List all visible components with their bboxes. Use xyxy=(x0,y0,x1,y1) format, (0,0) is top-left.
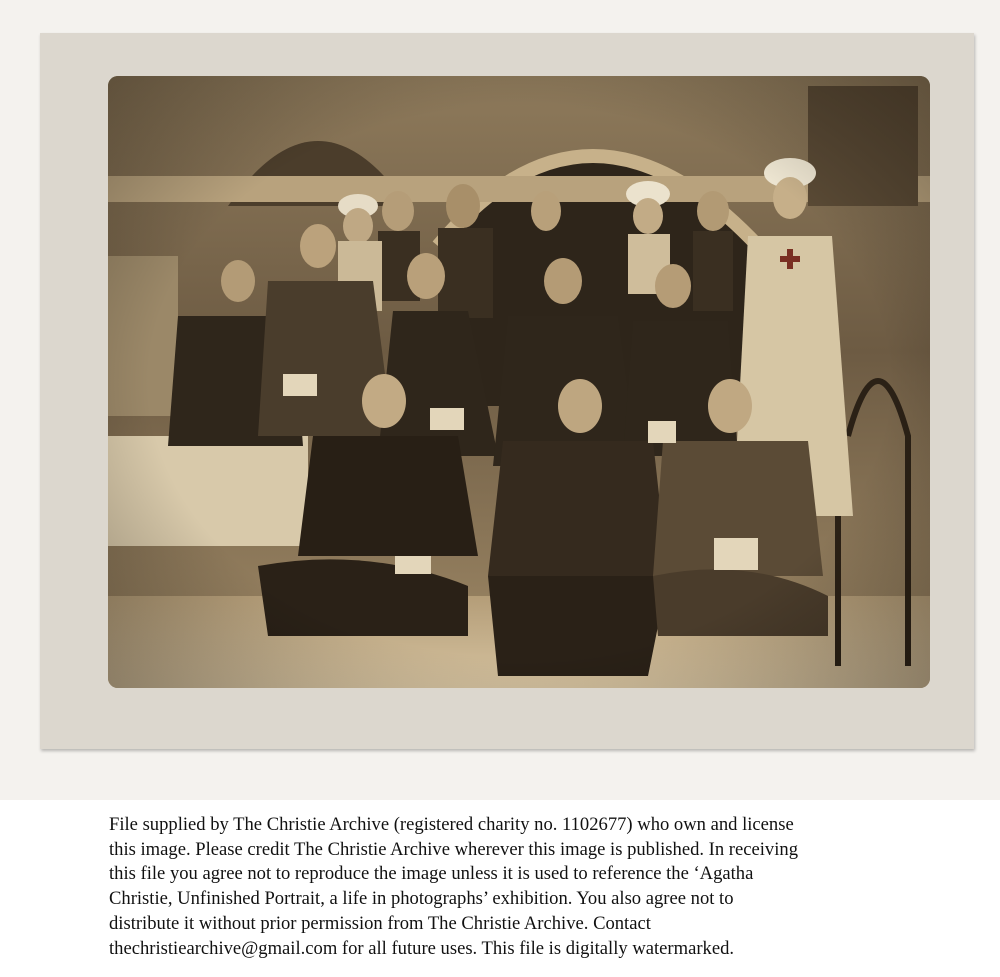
caption-line: this file you agree not to reproduce the image unless it is used to reference the ‘Agatha xyxy=(109,863,754,885)
caption-line: distribute it without prior permission from The Christie Archive. Contact xyxy=(109,912,651,934)
copyright-caption xyxy=(109,813,969,961)
photograph-illustration xyxy=(108,76,930,688)
caption-line: Christie, Unfinished Portrait, a life in photographs’ exhibition. You also agree not to xyxy=(109,888,734,910)
group-photograph xyxy=(108,76,930,688)
caption-line: File supplied by The Christie Archive (registered charity no. 1102677) who own and license xyxy=(109,814,794,835)
caption-line: this image. Please credit The Christie Archive wherever this image is published. In receiving xyxy=(109,838,798,860)
caption-line: thechristiearchive@gmail.com for all future uses. This file is digitally watermarked. xyxy=(109,937,735,959)
